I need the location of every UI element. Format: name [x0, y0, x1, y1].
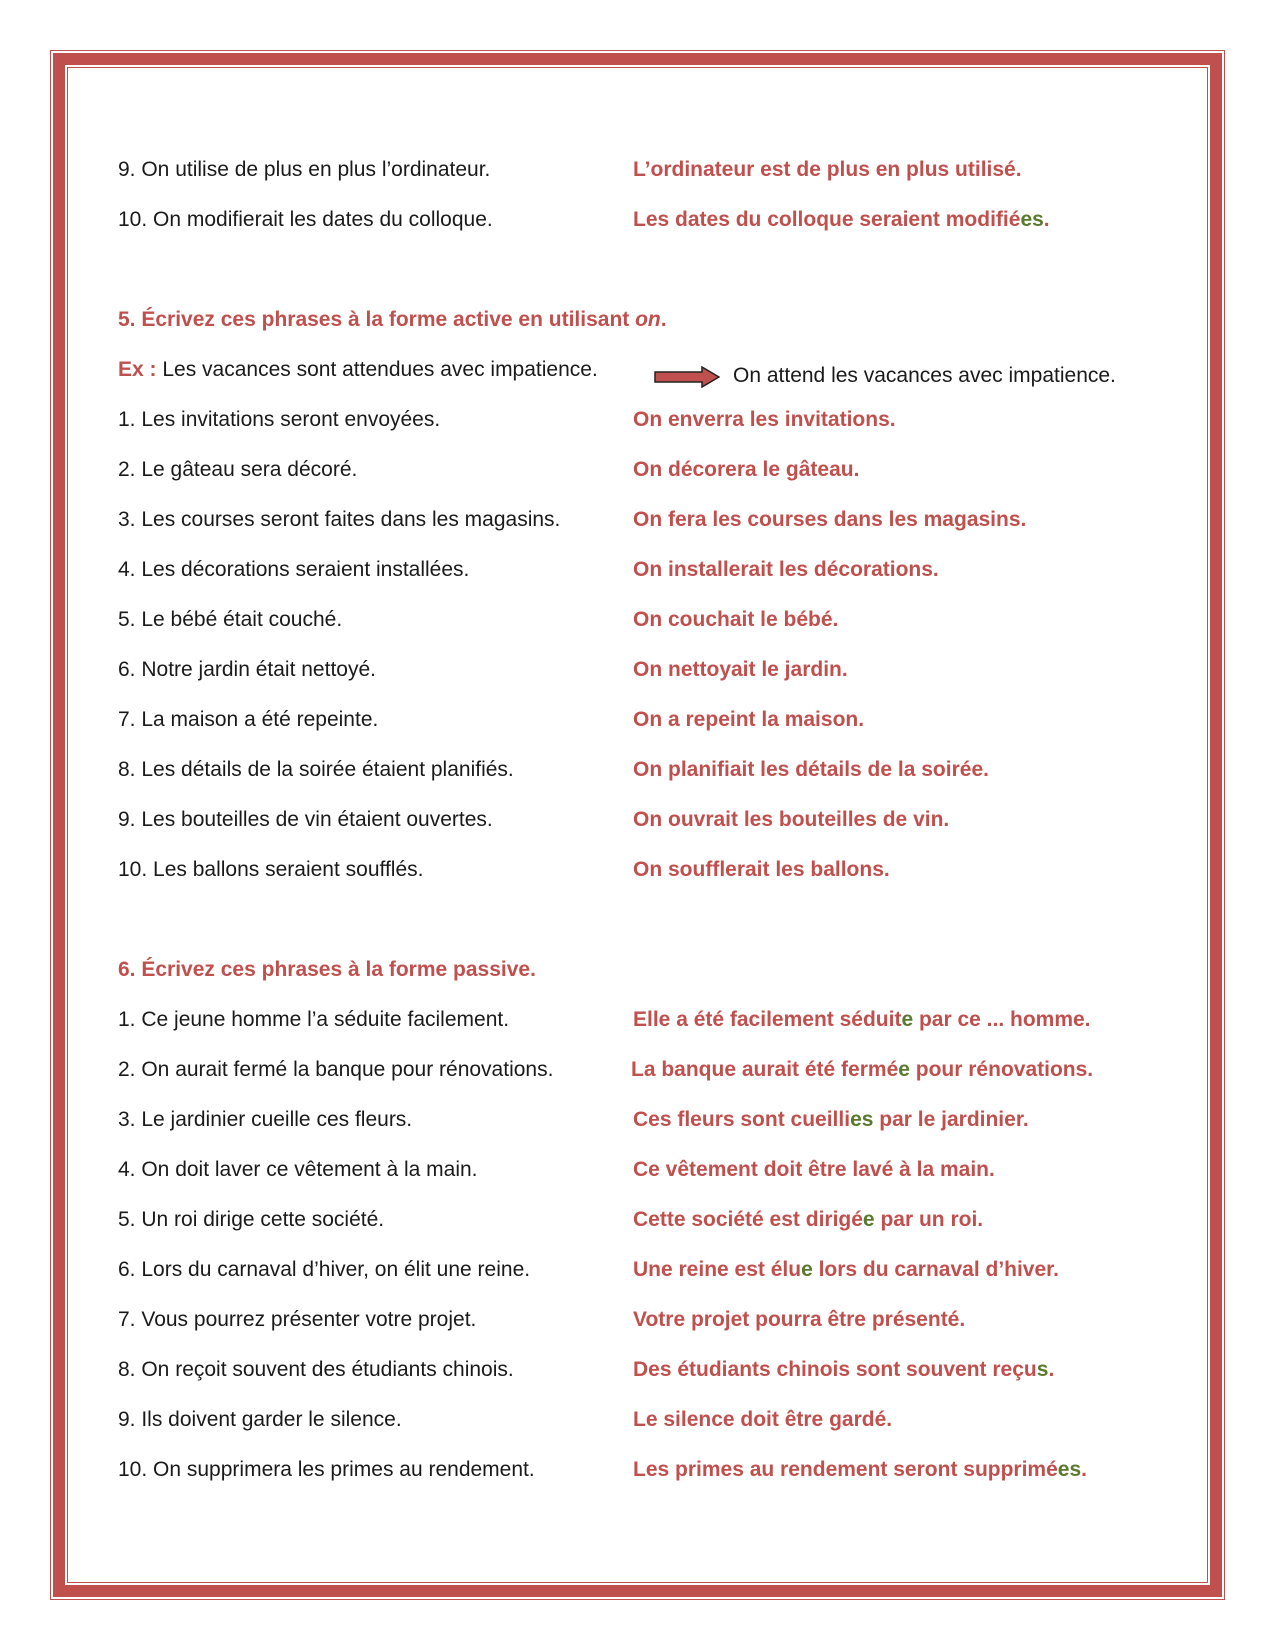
question-line: 10. Les ballons seraient soufflés.	[118, 858, 424, 881]
question-line: 3. Le jardinier cueille ces fleurs.	[118, 1108, 413, 1131]
answer-line: Ce vêtement doit être lavé à la main.	[633, 1158, 995, 1181]
answer-line: Des étudiants chinois sont souvent reçus.	[633, 1358, 1055, 1381]
answer-line: On nettoyait le jardin.	[633, 658, 848, 681]
answer-line: On enverra les invitations.	[633, 408, 896, 431]
question-line: 7. La maison a été repeinte.	[118, 708, 379, 731]
answer-line: On a repeint la maison.	[633, 708, 865, 731]
answer-line: On fera les courses dans les magasins.	[633, 508, 1027, 531]
question-line: 8. Les détails de la soirée étaient planifiés.	[118, 758, 514, 781]
answer-line: Les primes au rendement seront supprimées.	[633, 1458, 1087, 1481]
answer-line: On couchait le bébé.	[633, 608, 839, 631]
answer-line: Elle a été facilement séduite par ce ... homme.	[633, 1008, 1091, 1031]
answer-line: Une reine est élue lors du carnaval d’hiver.	[633, 1258, 1060, 1281]
answer-line: On installerait les décorations.	[633, 558, 939, 581]
question-line: 1. Ce jeune homme l’a séduite facilement.	[118, 1008, 510, 1031]
answer-line: On ouvrait les bouteilles de vin.	[633, 808, 950, 831]
question-line: 6. Notre jardin était nettoyé.	[118, 658, 376, 681]
question-line: 4. On doit laver ce vêtement à la main.	[118, 1158, 478, 1181]
question-line: 10. On supprimera les primes au rendement.	[118, 1458, 535, 1481]
question-line: 10. On modifierait les dates du colloque.	[118, 208, 493, 231]
example-answer: On attend les vacances avec impatience.	[733, 364, 1116, 387]
question-line: 5. Le bébé était couché.	[118, 608, 343, 631]
question-line: 2. Le gâteau sera décoré.	[118, 458, 358, 481]
answer-line: Votre projet pourra être présenté.	[633, 1308, 966, 1331]
question-line: 5. Un roi dirige cette société.	[118, 1208, 385, 1231]
answer-line: Le silence doit être gardé.	[633, 1408, 893, 1431]
section-6-heading: 6. Écrivez ces phrases à la forme passive.	[118, 958, 536, 981]
question-line: 3. Les courses seront faites dans les magasins.	[118, 508, 561, 531]
question-line: 9. Les bouteilles de vin étaient ouvertes.	[118, 808, 493, 831]
question-line: 7. Vous pourrez présenter votre projet.	[118, 1308, 477, 1331]
answer-line: Cette société est dirigée par un roi.	[633, 1208, 984, 1231]
question-line: 6. Lors du carnaval d’hiver, on élit une reine.	[118, 1258, 531, 1281]
section-5-heading: 5. Écrivez ces phrases à la forme active en utilisant on.	[118, 308, 667, 331]
question-line: 9. Ils doivent garder le silence.	[118, 1408, 402, 1431]
question-line: 1. Les invitations seront envoyées.	[118, 408, 441, 431]
answer-line: On décorera le gâteau.	[633, 458, 860, 481]
example-label: Ex :	[118, 358, 157, 381]
answer-line: La banque aurait été fermée pour rénovations.	[631, 1058, 1094, 1081]
question-line: 8. On reçoit souvent des étudiants chinois.	[118, 1358, 514, 1381]
answer-line: Les dates du colloque seraient modifiées.	[633, 208, 1050, 231]
answer-line: Ces fleurs sont cueillies par le jardinier.	[633, 1108, 1029, 1131]
example-line: Ex : Les vacances sont attendues avec impatience.	[118, 358, 598, 381]
question-line: 9. On utilise de plus en plus l’ordinateur.	[118, 158, 491, 181]
right-arrow-icon	[654, 366, 720, 388]
question-line: 4. Les décorations seraient installées.	[118, 558, 470, 581]
answer-line: On planifiait les détails de la soirée.	[633, 758, 989, 781]
question-line: 2. On aurait fermé la banque pour rénovations.	[118, 1058, 554, 1081]
answer-line: L’ordinateur est de plus en plus utilisé.	[633, 158, 1022, 181]
answer-line: On soufflerait les ballons.	[633, 858, 890, 881]
